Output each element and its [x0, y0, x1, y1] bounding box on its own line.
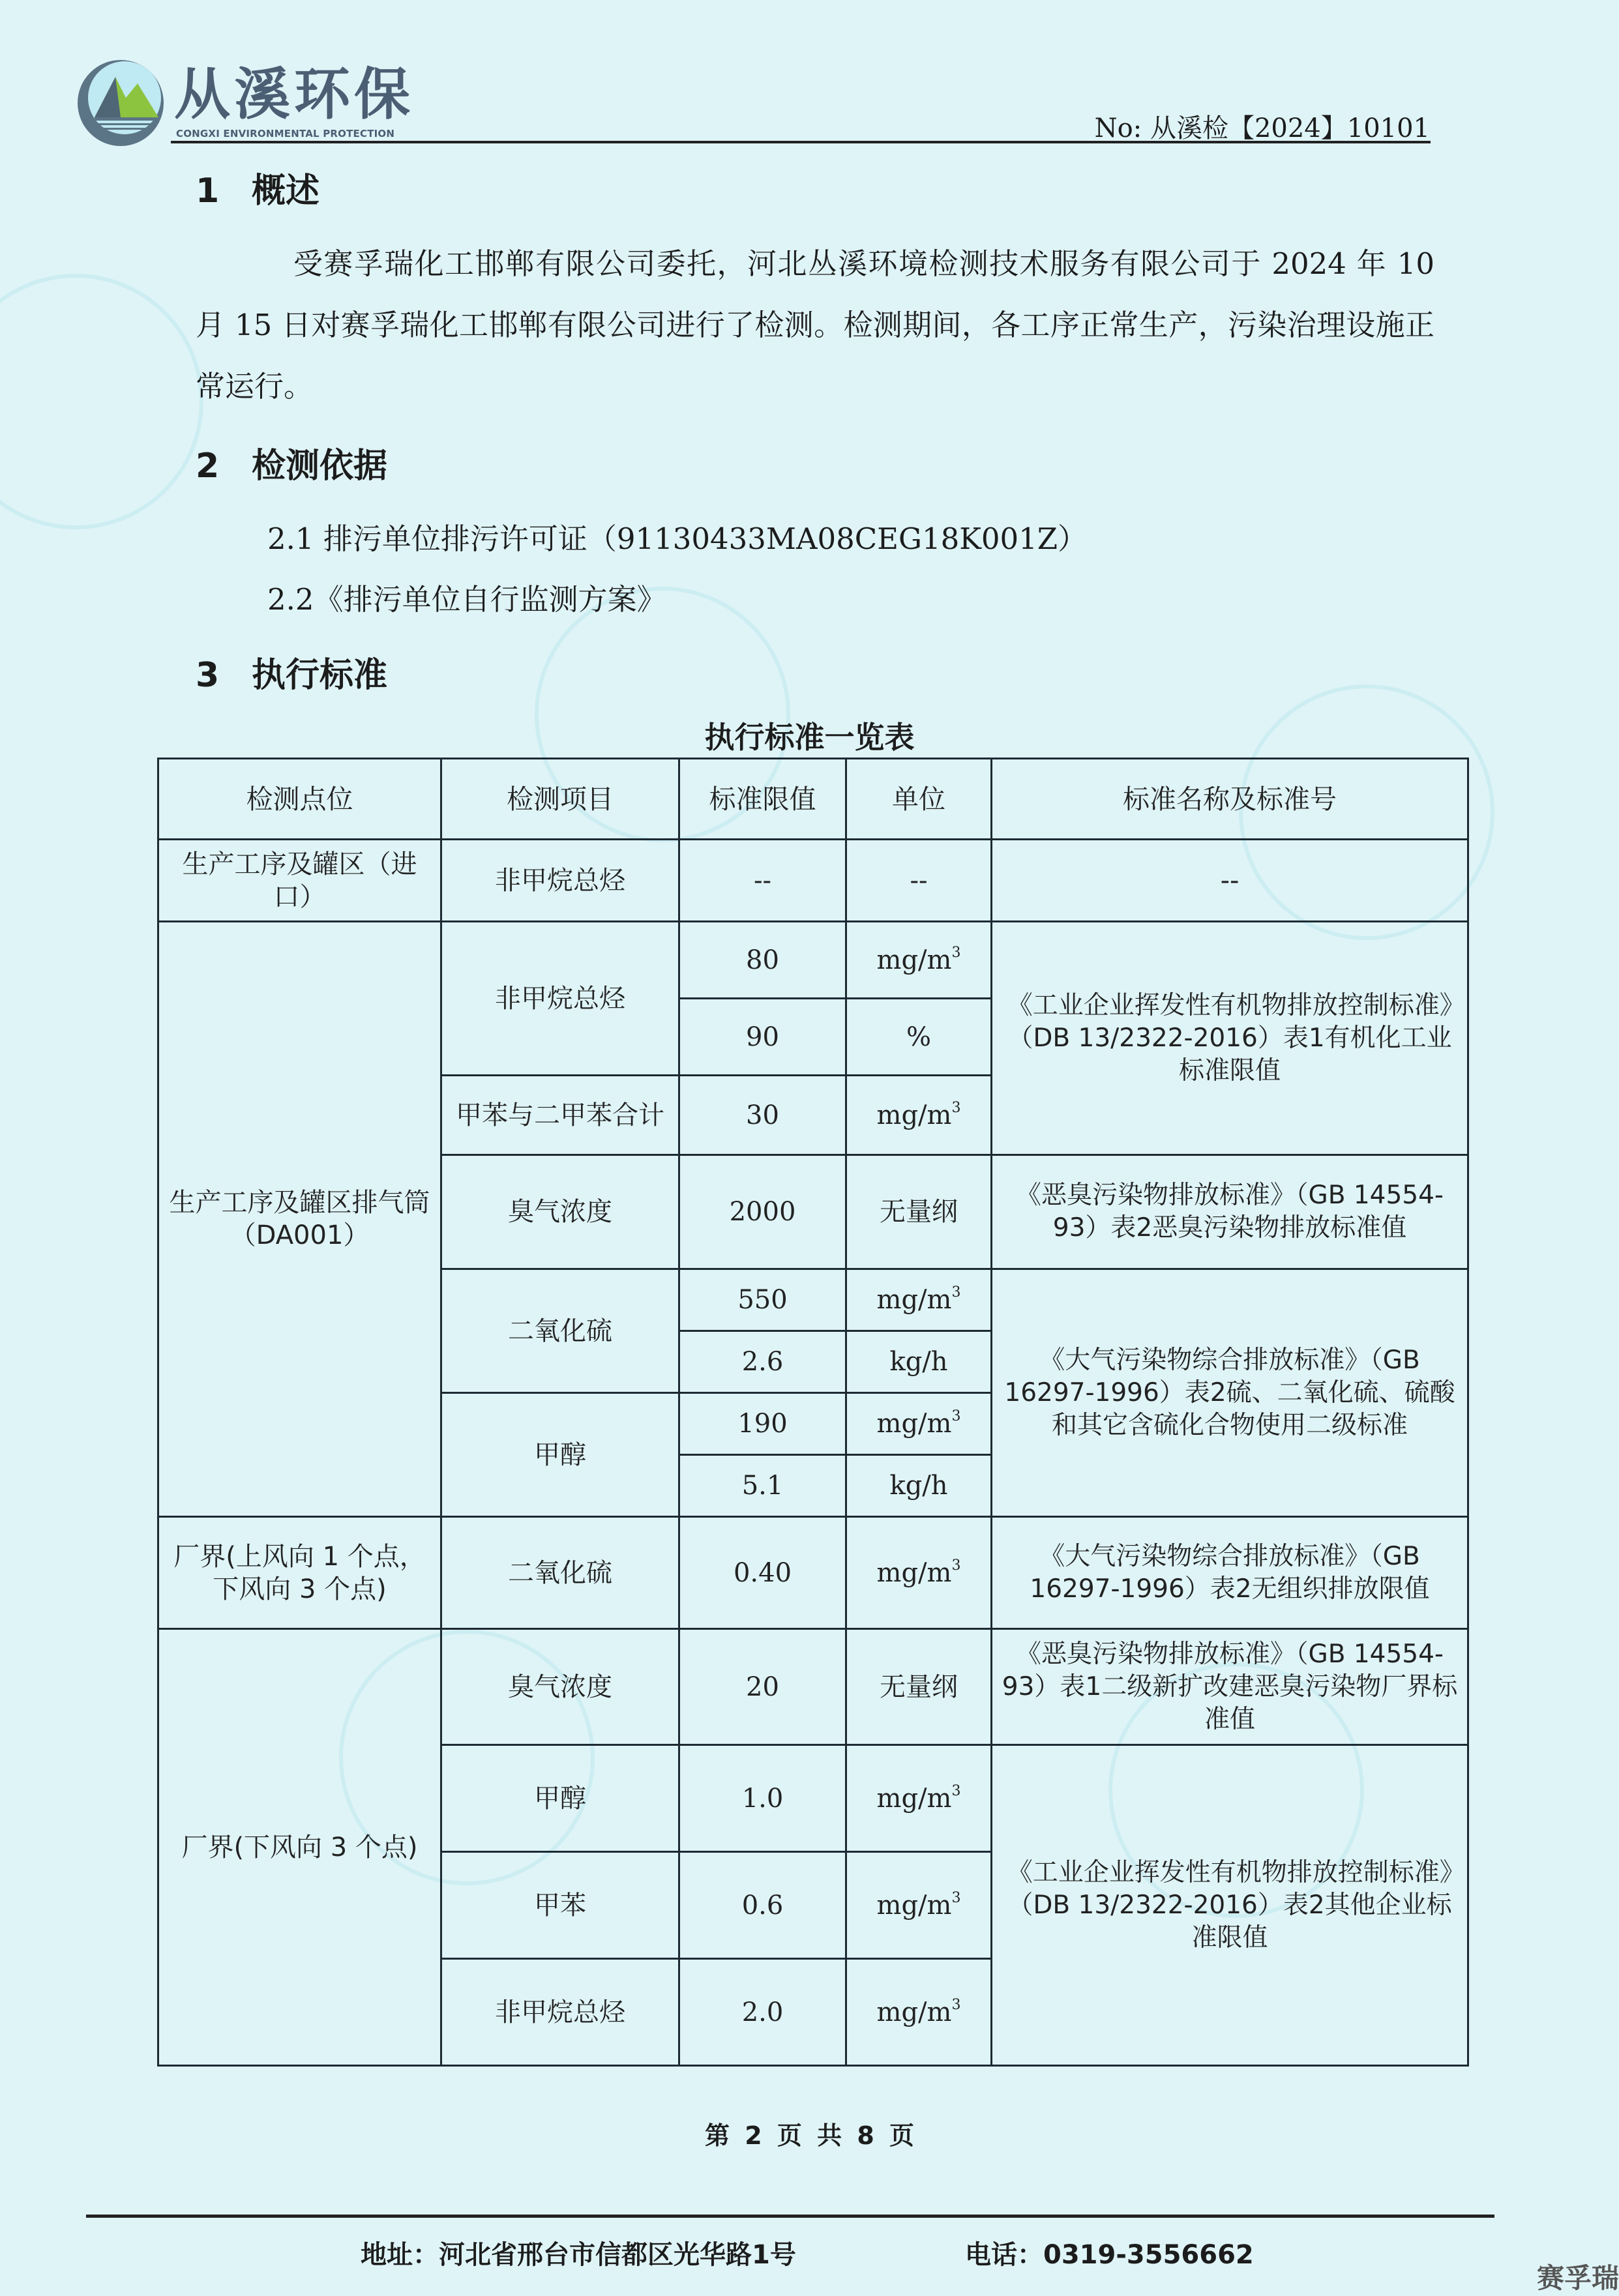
unit-cell: --: [846, 840, 992, 922]
footer-address: 地址：河北省邢台市信都区光华路1号: [361, 2240, 796, 2270]
standard-cell: 《大气污染物综合排放标准》（GB 16297-1996）表2无组织排放限值: [992, 1517, 1468, 1629]
header-cell: 标准名称及标准号: [992, 759, 1468, 840]
limit-cell: 0.40: [679, 1517, 846, 1629]
item-cell: 甲醇: [441, 1745, 679, 1852]
item-cell: 甲醇: [441, 1393, 679, 1517]
unit-cell: $mg/m^3$: [846, 1517, 992, 1629]
watermark: [0, 274, 203, 529]
section-number: 3: [196, 656, 220, 695]
section-title: 执行标准: [252, 656, 388, 695]
unit-cell: $mg/m^3$: [846, 1393, 992, 1455]
item-cell: 臭气浓度: [441, 1629, 679, 1745]
company-logo: [75, 57, 414, 149]
section-heading-overview: [196, 163, 319, 212]
standard-cell: --: [992, 840, 1468, 922]
item-cell: 二氧化硫: [441, 1269, 679, 1393]
unit-cell: $mg/m^3$: [846, 1745, 992, 1852]
header-cell: 检测点位: [158, 759, 441, 840]
unit-cell: kg/h: [846, 1455, 992, 1517]
unit-cell: 无量纲: [846, 1155, 992, 1269]
section-title: 概述: [252, 171, 320, 211]
standards-table: [157, 758, 1469, 2067]
item-cell: 臭气浓度: [441, 1155, 679, 1269]
header-cell: 单位: [846, 759, 992, 840]
unit-cell: $mg/m^3$: [846, 1852, 992, 1959]
unit-cell: $mg/m^3$: [846, 1076, 992, 1155]
unit-cell: %: [846, 999, 992, 1076]
section-heading-standards: [196, 647, 387, 696]
corner-watermark-text: 赛孚瑞: [1536, 2262, 1619, 2294]
table-row: [158, 1517, 1468, 1629]
footer-divider: [86, 2215, 1494, 2218]
logo-text: 从溪环保: [174, 62, 414, 127]
mountain-water-logo-icon: [75, 57, 166, 149]
limit-cell: 1.0: [679, 1745, 846, 1852]
report-number: No: 从溪检【2024】10101: [1094, 113, 1430, 143]
limit-cell: 190: [679, 1393, 846, 1455]
unit-cell: $mg/m^3$: [846, 922, 992, 999]
table-header-row: [158, 759, 1468, 840]
table-row: [158, 1629, 1468, 1745]
limit-cell: 30: [679, 1076, 846, 1155]
header-cell: 标准限值: [679, 759, 846, 840]
limit-cell: --: [679, 840, 846, 922]
section-number: 2: [196, 447, 220, 486]
limit-cell: 2000: [679, 1155, 846, 1269]
table-row: [158, 840, 1468, 922]
basis-item-plan: 2.2《排污单位自行监测方案》: [267, 582, 666, 617]
basis-item-permit: 2.1 排污单位排污许可证（91130433MA08CEG18K001Z）: [267, 522, 1088, 556]
item-cell: 非甲烷总烃: [441, 1959, 679, 2066]
unit-cell: kg/h: [846, 1331, 992, 1393]
footer-phone: 电话：0319-3556662: [965, 2240, 1254, 2270]
logo-subtitle: CONGXI ENVIRONMENTAL PROTECTION: [176, 128, 395, 140]
section-title: 检测依据: [252, 447, 388, 486]
item-cell: 二氧化硫: [441, 1517, 679, 1629]
point-cell: 厂界(上风向 1 个点，下风向 3 个点): [158, 1517, 441, 1629]
table-title: 执行标准一览表: [704, 720, 915, 755]
item-cell: 非甲烷总烃: [441, 840, 679, 922]
table-row: [158, 922, 1468, 999]
limit-cell: 90: [679, 999, 846, 1076]
limit-cell: 2.0: [679, 1959, 846, 2066]
header-cell: 检测项目: [441, 759, 679, 840]
section-heading-basis: [196, 438, 387, 487]
item-cell: 非甲烷总烃: [441, 922, 679, 1076]
overview-paragraph: 受赛孚瑞化工邯郸有限公司委托，河北丛溪环境检测技术服务有限公司于 2024 年 10 月 15 日对赛孚瑞化工邯郸有限公司进行了检测。检测期间，各工序正常生产，污染治理设施正常运行。: [196, 246, 1434, 404]
limit-cell: 20: [679, 1629, 846, 1745]
limit-cell: 550: [679, 1269, 846, 1331]
standard-cell: 《工业企业挥发性有机物排放控制标准》（DB 13/2322-2016）表1有机化工业标准限值: [992, 922, 1468, 1155]
standard-cell: 《工业企业挥发性有机物排放控制标准》（DB 13/2322-2016）表2其他企业标准限值: [992, 1745, 1468, 2066]
limit-cell: 80: [679, 922, 846, 999]
unit-cell: $mg/m^3$: [846, 1269, 992, 1331]
standard-cell: 《恶臭污染物排放标准》（GB 14554-93）表1二级新扩改建恶臭污染物厂界标准值: [992, 1629, 1468, 1745]
page-indicator: 第 2 页 共 8 页: [704, 2121, 915, 2150]
section-number: 1: [196, 171, 220, 211]
unit-cell: 无量纲: [846, 1629, 992, 1745]
standard-cell: 《恶臭污染物排放标准》（GB 14554-93）表2恶臭污染物排放标准值: [992, 1155, 1468, 1269]
point-cell: 厂界(下风向 3 个点): [158, 1629, 441, 2066]
item-cell: 甲苯与二甲苯合计: [441, 1076, 679, 1155]
limit-cell: 0.6: [679, 1852, 846, 1959]
limit-cell: 5.1: [679, 1455, 846, 1517]
limit-cell: 2.6: [679, 1331, 846, 1393]
point-cell: 生产工序及罐区（进口）: [158, 840, 441, 922]
standard-cell: 《大气污染物综合排放标准》（GB 16297-1996）表2硫、二氧化硫、硫酸和其它含硫化合物使用二级标准: [992, 1269, 1468, 1517]
item-cell: 甲苯: [441, 1852, 679, 1959]
point-cell: 生产工序及罐区排气筒（DA001）: [158, 922, 441, 1517]
unit-cell: $mg/m^3$: [846, 1959, 992, 2066]
